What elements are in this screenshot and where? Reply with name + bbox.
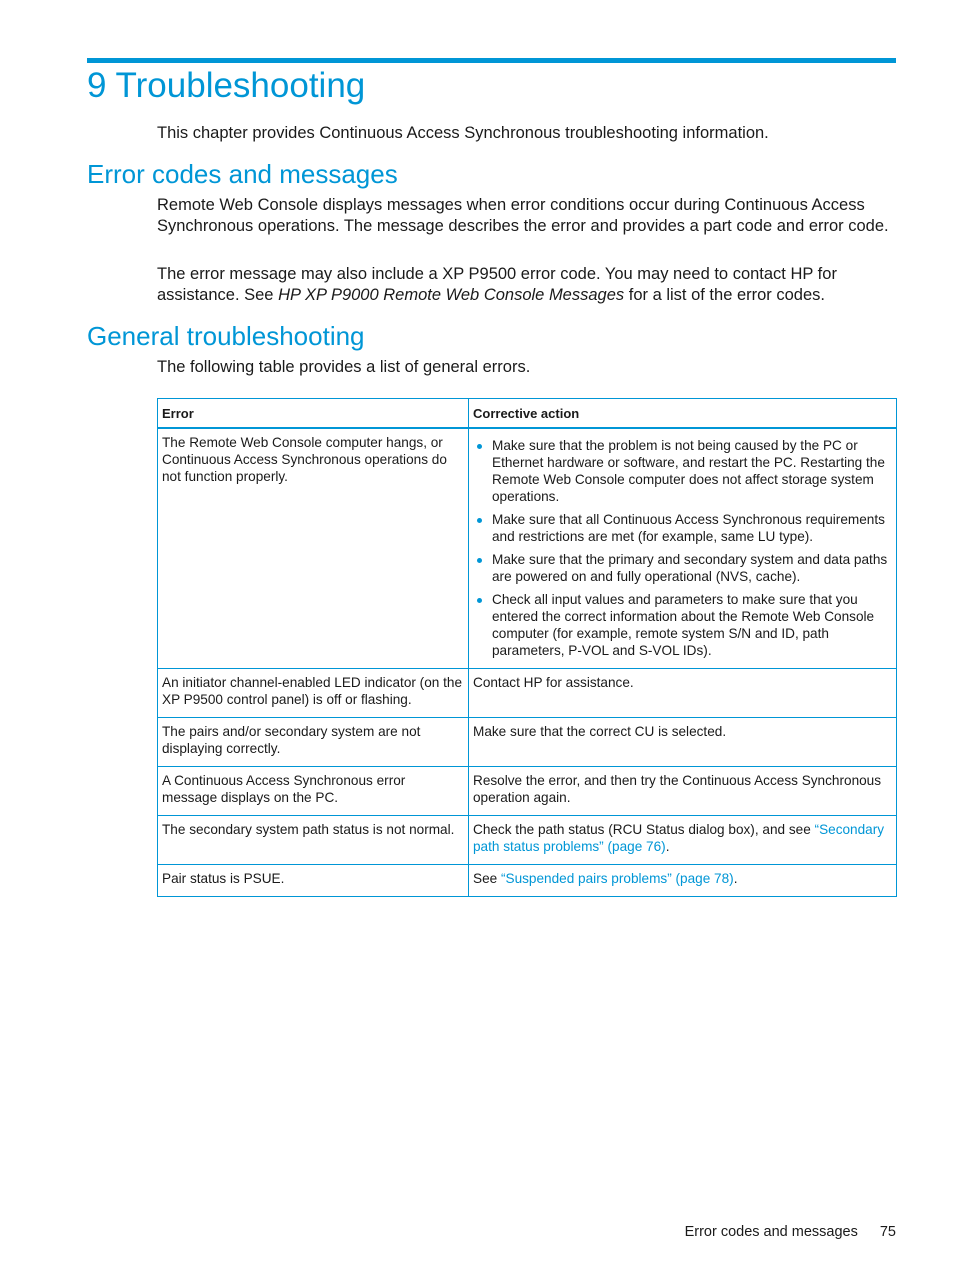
table-row [158, 767, 897, 816]
action-bullet-list [473, 437, 892, 659]
action-cell [469, 428, 897, 669]
chapter-intro: This chapter provides Continuous Access Synchronous troubleshooting information. [157, 124, 769, 142]
action-bullet: Make sure that the problem is not being caused by the PC or Ethernet hardware or software, and restart the PC. Restarting the Remote Web Console computer does not affect storage system operations. [492, 437, 892, 505]
error-cell: The Remote Web Console computer hangs, or Continuous Access Synchronous operations do not function properly. [158, 428, 469, 669]
action-cell: Resolve the error, and then try the Continuous Access Synchronous operation again. [469, 767, 897, 816]
action-cell: Contact HP for assistance. [469, 669, 897, 718]
footer-section-title: Error codes and messages [684, 1224, 858, 1240]
error-codes-paragraph-2 [157, 264, 897, 306]
chapter-title: 9 Troubleshooting [87, 66, 366, 105]
action-text-end: . [733, 871, 738, 886]
action-bullet: Check all input values and parameters to make sure that you entered the correct information about the Remote Web Console computer (for example, remote system S/N and ID, path parameters, P-VOL and S-VOL IDs). [492, 591, 892, 659]
page-footer [685, 1222, 896, 1242]
table-header-row [158, 399, 897, 429]
error-cell: The secondary system path status is not normal. [158, 816, 469, 865]
general-troubleshooting-paragraph: The following table provides a list of general errors. [157, 358, 531, 376]
section-heading-error-codes: Error codes and messages [87, 159, 398, 189]
suspended-pairs-link[interactable]: “Suspended pairs problems” (page 78) [500, 871, 734, 886]
chapter-rule [87, 58, 896, 63]
action-bullet: Make sure that all Continuous Access Synchronous requirements and restrictions are met (for example, same LU type). [492, 511, 892, 545]
table-row [158, 428, 897, 669]
header-corrective-action: Corrective action [469, 399, 897, 429]
error-cell: The pairs and/or secondary system are not displaying correctly. [158, 718, 469, 767]
table-row [158, 816, 897, 865]
action-text-end: . [665, 839, 670, 854]
action-cell [469, 865, 897, 897]
action-cell [469, 816, 897, 865]
troubleshooting-table [157, 398, 897, 897]
secondary-path-status-link[interactable]: “Secondary path status problems” (page 76) [473, 822, 885, 854]
section-heading-general-troubleshooting: General troubleshooting [87, 321, 365, 351]
para2-text-after: for a list of the error codes. [624, 286, 825, 304]
page-number: 75 [879, 1224, 896, 1240]
table-row [158, 718, 897, 767]
action-text: See [473, 871, 501, 886]
error-cell: Pair status is PSUE. [158, 865, 469, 897]
error-codes-paragraph-1: Remote Web Console displays messages when error conditions occur during Continuous Access Synchronous operations. The message describes the error and provides a part code and error code. [157, 196, 889, 235]
action-bullet: Make sure that the primary and secondary system and data paths are powered on and fully operational (NVS, cache). [492, 551, 892, 585]
action-text: Check the path status (RCU Status dialog box), and see [473, 822, 815, 837]
action-cell: Make sure that the correct CU is selected. [469, 718, 897, 767]
error-cell: A Continuous Access Synchronous error message displays on the PC. [158, 767, 469, 816]
para2-text-before: The error message may also include a XP P9500 error code. You may need to contact HP for assistance. See [157, 265, 837, 304]
table-row [158, 865, 897, 897]
header-error: Error [158, 399, 469, 429]
table-row [158, 669, 897, 718]
error-cell: An initiator channel-enabled LED indicator (on the XP P9500 control panel) is off or flashing. [158, 669, 469, 718]
manual-title: HP XP P9000 Remote Web Console Messages [278, 286, 625, 304]
